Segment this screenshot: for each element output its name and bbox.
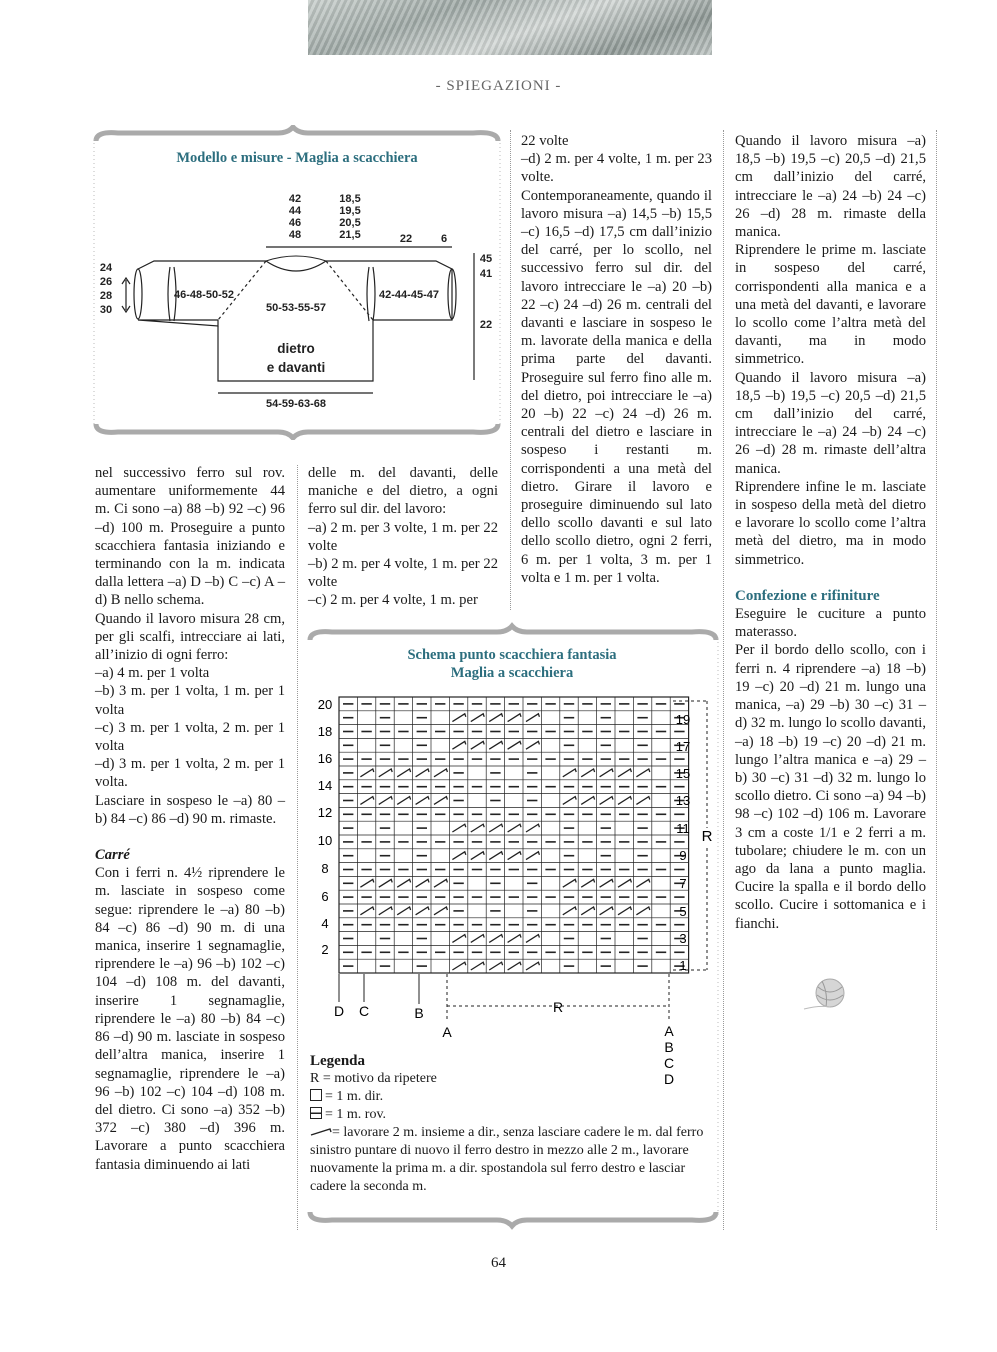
column-4 bbox=[735, 132, 926, 933]
column-1 bbox=[95, 464, 285, 1174]
sleeve-top-4: 48 bbox=[288, 229, 302, 241]
row-label-2: 2 bbox=[321, 942, 329, 957]
row-label-16: 16 bbox=[317, 751, 333, 766]
col1-para-3: –a) 4 m. per 1 volta bbox=[95, 665, 210, 682]
row-label-14: 14 bbox=[317, 778, 333, 793]
k2tog-mark bbox=[526, 935, 539, 943]
k2tog-mark bbox=[416, 797, 429, 805]
carre-heading: Carré bbox=[95, 847, 130, 864]
row-label-6: 6 bbox=[321, 889, 329, 904]
repeat-side-label: R bbox=[701, 828, 713, 845]
measure-45: 45 bbox=[479, 253, 493, 265]
box1-title: Modello e misure - Maglia a scacchiera bbox=[176, 150, 418, 166]
k2tog-mark bbox=[471, 962, 484, 970]
k2tog-mark bbox=[489, 935, 502, 943]
k2tog-mark bbox=[397, 797, 410, 805]
row-label-7: 7 bbox=[679, 876, 687, 891]
k2tog-mark bbox=[526, 852, 539, 860]
col4-para-1: Quando il lavoro misura –a) 18,5 –b) 19,5 –c) 20,5 –d) 21,5 cm dall’inizio del carré, intrecciare le –a) 24 –b) 24 –c) 26 –d) 28 m. rimaste della manica. bbox=[735, 133, 926, 241]
col3-para-2: –d) 2 m. per 4 volte, 1 m. per 23 volte. bbox=[521, 151, 712, 186]
label-D: D bbox=[333, 1003, 345, 1019]
section-title: - SPIEGAZIONI - bbox=[435, 78, 562, 94]
purl-symbol-icon bbox=[310, 1107, 322, 1119]
left-size-1: 24 bbox=[99, 262, 113, 274]
legend bbox=[310, 1052, 712, 1196]
k2tog-mark bbox=[452, 852, 465, 860]
k2tog-mark bbox=[397, 879, 410, 887]
col4-para-2: Riprendere le prime m. lasciate in sospeso del carré, corrispondenti alla manica e a una metà del davanti, e lavorare lo scollo come l’altra metà del davanti, ma in modo simmetrico. bbox=[735, 242, 926, 368]
k2tog-mark bbox=[581, 769, 594, 777]
label-B: B bbox=[414, 1005, 424, 1021]
sleeve-top-3: 46 bbox=[288, 217, 302, 229]
k2tog-mark bbox=[508, 714, 521, 722]
col3-para-1: 22 volte bbox=[521, 133, 569, 149]
k2tog-mark bbox=[379, 907, 392, 915]
k2tog-mark bbox=[563, 797, 576, 805]
col4-para-3: Quando il lavoro misura –a) 18,5 –b) 19,5 –c) 20,5 –d) 21,5 cm dall’inizio del carré, intrecciare le –a) 24 –b) 24 –c) 26 –d) 28 m. rimaste dell’altra manica. bbox=[735, 369, 926, 477]
k2tog-mark bbox=[452, 962, 465, 970]
row-label-8: 8 bbox=[321, 861, 329, 876]
k2tog-mark bbox=[526, 962, 539, 970]
column-3 bbox=[521, 132, 712, 587]
garment-schematic bbox=[96, 185, 496, 415]
k2tog-mark bbox=[508, 962, 521, 970]
k2tog-mark bbox=[471, 714, 484, 722]
k2tog-mark bbox=[618, 907, 631, 915]
k2tog-mark bbox=[434, 769, 447, 777]
col1-para-1: nel successivo ferro sul rov. aumentare uniformemente 44 m. Ci sono –a) 88 –b) 92 –c) 96 –d) 100 m. Proseguire a punto scacchiera fantasia iniziando e terminando con la m. indicata dalla lettera –a) D –b) C –c) A –d) B nello schema. bbox=[95, 465, 285, 609]
column-divider-4 bbox=[936, 130, 937, 1230]
row-label-18: 18 bbox=[317, 724, 333, 739]
k2tog-mark bbox=[563, 769, 576, 777]
k2tog-mark bbox=[600, 907, 613, 915]
column-divider-1 bbox=[297, 465, 298, 1230]
col1-carre-text: Con i ferri n. 4½ riprendere le m. lasciate in sospeso come segue: riprendere le –a) 80 –b) 84 –c) 86 –d) 90 m. di una manica, inserire 1 segnamaglie, riprendere le –a) 96 –b) 102 –c) 104 –d) 108 m. del davanti, inserire 1 segnamaglie, riprendere le –a) 80 –b) 84 –c) 86 –d) 90 m. lasciate in sospeso dell’altra manica, inserire 1 segnamaglie, riprendere le –a) 96 –b) 102 –c) 104 –d) 108 m. del dietro. Ci sono –a) 352 –b) 372 –c) 380 –d) 396 m. Lavorare a punto scacchiera fantasia diminuendo ai lati bbox=[95, 865, 285, 1173]
label-R: R bbox=[552, 999, 564, 1015]
col3-para-3: Contemporaneamente, quando il lavoro misura –a) 14,5 –b) 15,5 –c) 16,5 –d) 17,5 cm dall’inizio del carré, per lo scollo, nel successivo ferro sul dir. del lavoro intrecciare le –a) 20 –b) 22 –c) 24 –d) 26 m. centrali del davanti e lasciare in sospeso le m. lavorate della manica e della prima parte del davanti. Proseguire sul ferro fino alle m. del dietro, poi intrecciare le –a) 20 –b) 22 –c) 24 –d) 26 m. centrali del dietro e lasciare in sospeso i restanti m. corrispondenti a una metà del dietro. Girare il lavoro e proseguire diminuendo sul lato dello scollo davanti e sul lato dello scollo dietro, ogni 2 ferri, 6 m. per 1 volta, 3 m. per 1 volta e 1 m. per 1 volta. bbox=[521, 187, 712, 586]
col1-para-7: Lasciare in sospeso le –a) 80 –b) 84 –c) 86 –d) 90 m. rimaste. bbox=[95, 792, 285, 827]
k2tog-mark bbox=[434, 797, 447, 805]
label-A: A bbox=[442, 1024, 452, 1040]
k2tog-mark bbox=[471, 852, 484, 860]
row-label-17: 17 bbox=[675, 739, 691, 754]
row-label-4: 4 bbox=[321, 916, 329, 931]
k2tog-mark bbox=[452, 824, 465, 832]
measure-6: 6 bbox=[440, 233, 448, 245]
k2tog-mark bbox=[416, 769, 429, 777]
k2tog-mark bbox=[416, 879, 429, 887]
piece-label-2: e davanti bbox=[266, 360, 326, 375]
col2-para-4: –c) 2 m. per 4 volte, 1 m. per bbox=[308, 592, 478, 609]
legend-repeat: R = motivo da ripetere bbox=[310, 1071, 437, 1086]
row-label-5: 5 bbox=[679, 904, 687, 919]
row-label-1: 1 bbox=[679, 958, 687, 973]
k2tog-mark bbox=[618, 797, 631, 805]
k2tog-mark bbox=[397, 907, 410, 915]
raglan-3: 20,5 bbox=[339, 217, 361, 229]
k2tog-mark bbox=[581, 797, 594, 805]
label-C: C bbox=[358, 1003, 370, 1019]
legend-knit-row bbox=[310, 1088, 712, 1106]
row-label-12: 12 bbox=[317, 805, 333, 820]
k2tog-mark bbox=[636, 769, 649, 777]
col4-para-6: Per il bordo dello scollo, con i ferri n. 4 riprendere –a) 18 –b) 19 –c) 20 –d) 21 m. lungo una manica, –a) 29 –b) 30 –c) 31 –d) 32 m. lungo lo scollo davanti, –a) 18 –b) 19 –c) 20 –d) 21 m. lungo l’altra manica e –a) 29 –b) 30 –c) 31 –d) 32 m. lungo lo scollo dietro. Ci sono –a) 94 –b) 98 –c) 102 –d) 106 m. Lavorare 3 cm a coste 1/1 e 2 ferri a m. tubolare; chiudere le m. con un ago da lana a punto maglia. Cucire la spalla e il bordo dello scollo. Cucire i sottomanica e i fianchi. bbox=[735, 642, 926, 932]
col4-para-4: Riprendere infine le m. lasciate in sospeso della metà del dietro e lavorare lo scollo come l’altra metà del dietro, ma in modo simmetrico. bbox=[735, 478, 926, 568]
k2tog-mark bbox=[416, 907, 429, 915]
column-divider-2 bbox=[510, 130, 511, 610]
k2tog-mark bbox=[581, 907, 594, 915]
k2tog-mark bbox=[600, 797, 613, 805]
col2-para-2: –a) 2 m. per 3 volte, 1 m. per 22 volte bbox=[308, 519, 498, 554]
row-label-3: 3 bbox=[679, 931, 687, 946]
k2tog-mark bbox=[471, 935, 484, 943]
col1-para-4: –b) 3 m. per 1 volta, 1 m. per 1 volta bbox=[95, 683, 285, 718]
row-label-20: 20 bbox=[317, 697, 333, 712]
stack-A: A bbox=[664, 1023, 674, 1039]
k2tog-mark bbox=[379, 879, 392, 887]
k2tog-mark bbox=[489, 824, 502, 832]
box2-title-2: Maglia a scacchiera bbox=[450, 665, 574, 681]
left-size-3: 28 bbox=[99, 290, 113, 302]
k2tog-mark bbox=[360, 879, 373, 887]
k2tog-mark bbox=[600, 879, 613, 887]
col1-para-6: –d) 3 m. per 1 volta, 2 m. per 1 volta. bbox=[95, 756, 285, 791]
k2tog-mark bbox=[434, 907, 447, 915]
k2tog-mark bbox=[526, 824, 539, 832]
stack-D: D bbox=[663, 1071, 675, 1087]
k2tog-mark bbox=[360, 797, 373, 805]
column-2 bbox=[308, 464, 498, 610]
legend-knit: = 1 m. dir. bbox=[325, 1089, 384, 1104]
k2tog-mark bbox=[526, 741, 539, 749]
col1-para-5: –c) 3 m. per 1 volta, 2 m. per 1 volta bbox=[95, 719, 285, 755]
k2tog-mark bbox=[360, 907, 373, 915]
sleeve-width-left: 46-48-50-52 bbox=[174, 289, 234, 301]
k2tog-mark bbox=[636, 907, 649, 915]
k2tog-mark bbox=[471, 741, 484, 749]
bottom-width: 54-59-63-68 bbox=[266, 398, 326, 410]
legend-purl: = 1 m. rov. bbox=[325, 1107, 387, 1122]
k2tog-mark bbox=[489, 741, 502, 749]
legend-purl-row bbox=[310, 1106, 712, 1124]
k2tog-mark bbox=[452, 714, 465, 722]
sleeve-top-1: 42 bbox=[288, 193, 302, 205]
stack-B: B bbox=[664, 1039, 674, 1055]
yarn-ball-icon bbox=[800, 975, 860, 1015]
left-size-4: 30 bbox=[99, 304, 113, 316]
box2-title-1: Schema punto scacchiera fantasia bbox=[407, 647, 617, 663]
col2-para-3: –b) 2 m. per 4 volte, 1 m. per 22 volte bbox=[308, 556, 498, 591]
measure-41: 41 bbox=[479, 268, 493, 280]
k2tog-mark bbox=[434, 879, 447, 887]
k2tog-mark bbox=[471, 824, 484, 832]
sleeve-width-right: 42-44-45-47 bbox=[379, 289, 439, 301]
raglan-1: 18,5 bbox=[339, 193, 361, 205]
piece-label-1: dietro bbox=[277, 341, 315, 356]
raglan-2: 19,5 bbox=[339, 205, 361, 217]
measure-22: 22 bbox=[399, 233, 413, 245]
k2tog-mark bbox=[489, 852, 502, 860]
measure-22-right: 22 bbox=[479, 319, 493, 331]
row-label-15: 15 bbox=[675, 766, 691, 781]
k2tog-symbol-icon bbox=[310, 1124, 332, 1132]
k2tog-mark bbox=[360, 769, 373, 777]
legend-title: Legenda bbox=[310, 1053, 366, 1069]
row-label-9: 9 bbox=[679, 848, 687, 863]
k2tog-mark bbox=[636, 797, 649, 805]
sleeve-top-2: 44 bbox=[288, 205, 302, 217]
k2tog-mark bbox=[508, 824, 521, 832]
k2tog-mark bbox=[397, 769, 410, 777]
body-width: 50-53-55-57 bbox=[266, 302, 326, 314]
legend-k2tog: = lavorare 2 m. insieme a dir., senza lasciare cadere le m. dal ferro sinistro puntare di nuovo il ferro destro in mezzo alle 2 m., lavorare nuovamente la prima m. a dir. spostandola sul ferro destro e lasciar cadere la seconda m. bbox=[310, 1125, 704, 1194]
col2-para-1: delle m. del davanti, delle maniche e del dietro, a ogni ferro sul dir. del lavoro: bbox=[308, 465, 498, 518]
k2tog-mark bbox=[563, 879, 576, 887]
k2tog-mark bbox=[581, 879, 594, 887]
row-label-13: 13 bbox=[675, 793, 691, 808]
legend-k2tog-row bbox=[310, 1124, 712, 1196]
stack-C: C bbox=[663, 1055, 675, 1071]
page-number: 64 bbox=[491, 1255, 506, 1271]
col4-para-5: Eseguire le cuciture a punto materasso. bbox=[735, 606, 926, 641]
k2tog-mark bbox=[526, 714, 539, 722]
raglan-4: 21,5 bbox=[339, 229, 361, 241]
header-photo bbox=[308, 0, 712, 55]
k2tog-mark bbox=[379, 797, 392, 805]
row-label-19: 19 bbox=[675, 712, 691, 727]
k2tog-mark bbox=[508, 935, 521, 943]
stitch-chart bbox=[305, 690, 715, 1090]
k2tog-mark bbox=[636, 879, 649, 887]
k2tog-mark bbox=[452, 935, 465, 943]
k2tog-mark bbox=[618, 769, 631, 777]
k2tog-mark bbox=[489, 962, 502, 970]
knit-symbol-icon bbox=[310, 1089, 322, 1101]
k2tog-mark bbox=[618, 879, 631, 887]
k2tog-mark bbox=[452, 741, 465, 749]
col1-para-2: Quando il lavoro misura 28 cm, per gli scalfi, intrecciare ai lati, all’inizio di ogni ferro: bbox=[95, 610, 285, 664]
confezione-heading: Confezione e rifiniture bbox=[735, 587, 880, 604]
row-label-11: 11 bbox=[676, 821, 690, 836]
k2tog-mark bbox=[600, 769, 613, 777]
k2tog-mark bbox=[489, 714, 502, 722]
k2tog-mark bbox=[379, 769, 392, 777]
left-size-2: 26 bbox=[99, 276, 113, 288]
row-label-10: 10 bbox=[317, 833, 333, 848]
k2tog-mark bbox=[508, 741, 521, 749]
k2tog-mark bbox=[563, 907, 576, 915]
k2tog-mark bbox=[508, 852, 521, 860]
